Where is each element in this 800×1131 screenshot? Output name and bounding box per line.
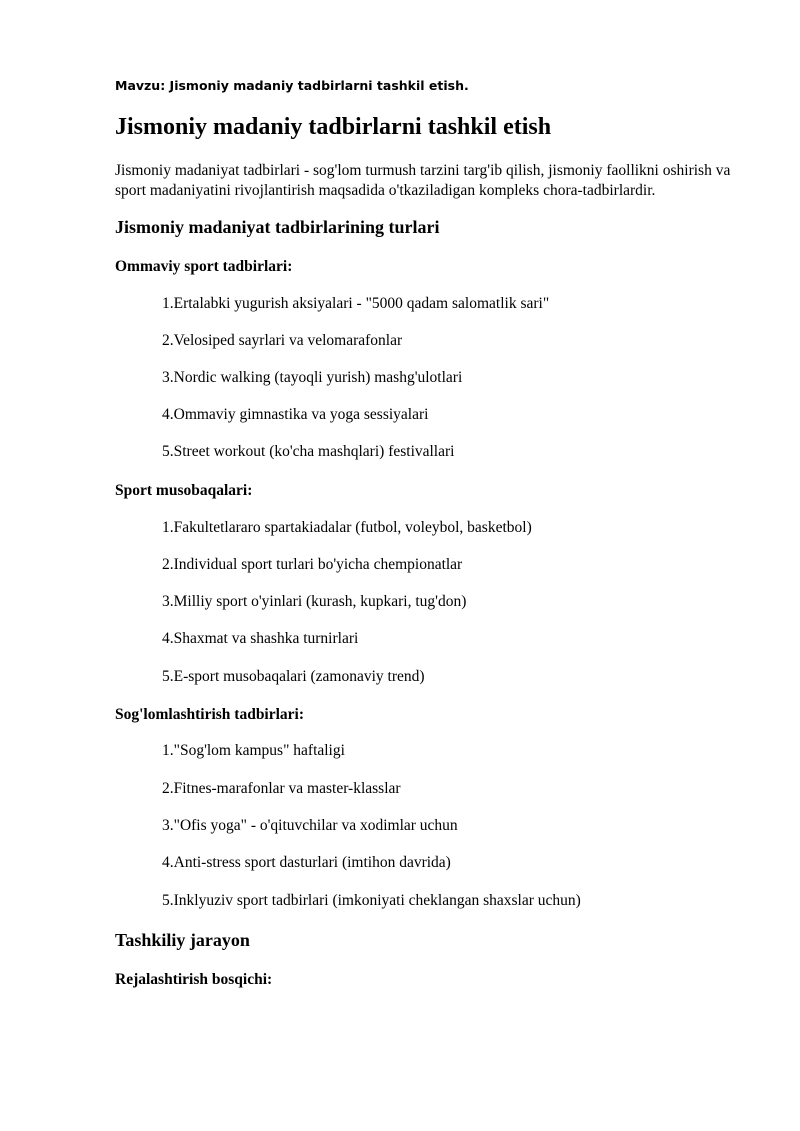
list-item: 1."Sog'lom kampus" haftaligi — [162, 742, 345, 759]
list-item: 5.E-sport musobaqalari (zamonaviy trend) — [162, 668, 425, 685]
topic-line: Mavzu: Jismoniy madaniy tadbirlarni tashkil etish. — [115, 78, 469, 93]
document-title: Jismoniy madaniy tadbirlarni tashkil etish — [115, 114, 552, 140]
list-item: 2.Fitnes-marafonlar va master-klasslar — [162, 780, 401, 797]
list-item: 5.Street workout (ko'cha mashqlari) festivallari — [162, 443, 455, 460]
list-item: 3."Ofis yoga" - o'qituvchilar va xodimlar uchun — [162, 817, 458, 834]
list-item: 2.Individual sport turlari bo'yicha chempionatlar — [162, 556, 463, 573]
list-item: 1.Fakultetlararo spartakiadalar (futbol, voleybol, basketbol) — [162, 519, 532, 536]
list-item: 2.Velosiped sayrlari va velomarafonlar — [162, 332, 403, 349]
list-item: 1.Ertalabki yugurish aksiyalari - "5000 qadam salomatlik sari" — [162, 295, 550, 312]
list-item: 4.Anti-stress sport dasturlari (imtihon davrida) — [162, 854, 451, 871]
list-item: 3.Nordic walking (tayoqli yurish) mashg'ulotlari — [162, 369, 463, 386]
subheading-mass-events: Ommaviy sport tadbirlari: — [115, 258, 293, 275]
section-heading-process: Tashkiliy jarayon — [115, 930, 250, 950]
subheading-health: Sog'lomlashtirish tadbirlari: — [115, 706, 305, 723]
section-heading-types: Jismoniy madaniyat tadbirlarining turlari — [115, 217, 440, 237]
list-item: 3.Milliy sport o'yinlari (kurash, kupkari, tug'don) — [162, 593, 467, 610]
list-item: 5.Inklyuziv sport tadbirlari (imkoniyati cheklangan shaxslar uchun) — [162, 892, 581, 909]
list-item: 4.Ommaviy gimnastika va yoga sessiyalari — [162, 406, 429, 423]
intro-paragraph: Jismoniy madaniyat tadbirlari - sog'lom turmush tarzini targ'ib qilish, jismoniy faollikni oshirish va sport madaniyatini rivojlantirish maqsadida o'tkaziladigan kompleks chora-tadbirlardir. — [115, 162, 731, 199]
subheading-planning: Rejalashtirish bosqichi: — [115, 971, 273, 988]
list-item: 4.Shaxmat va shashka turnirlari — [162, 630, 359, 647]
subheading-competitions: Sport musobaqalari: — [115, 482, 253, 499]
